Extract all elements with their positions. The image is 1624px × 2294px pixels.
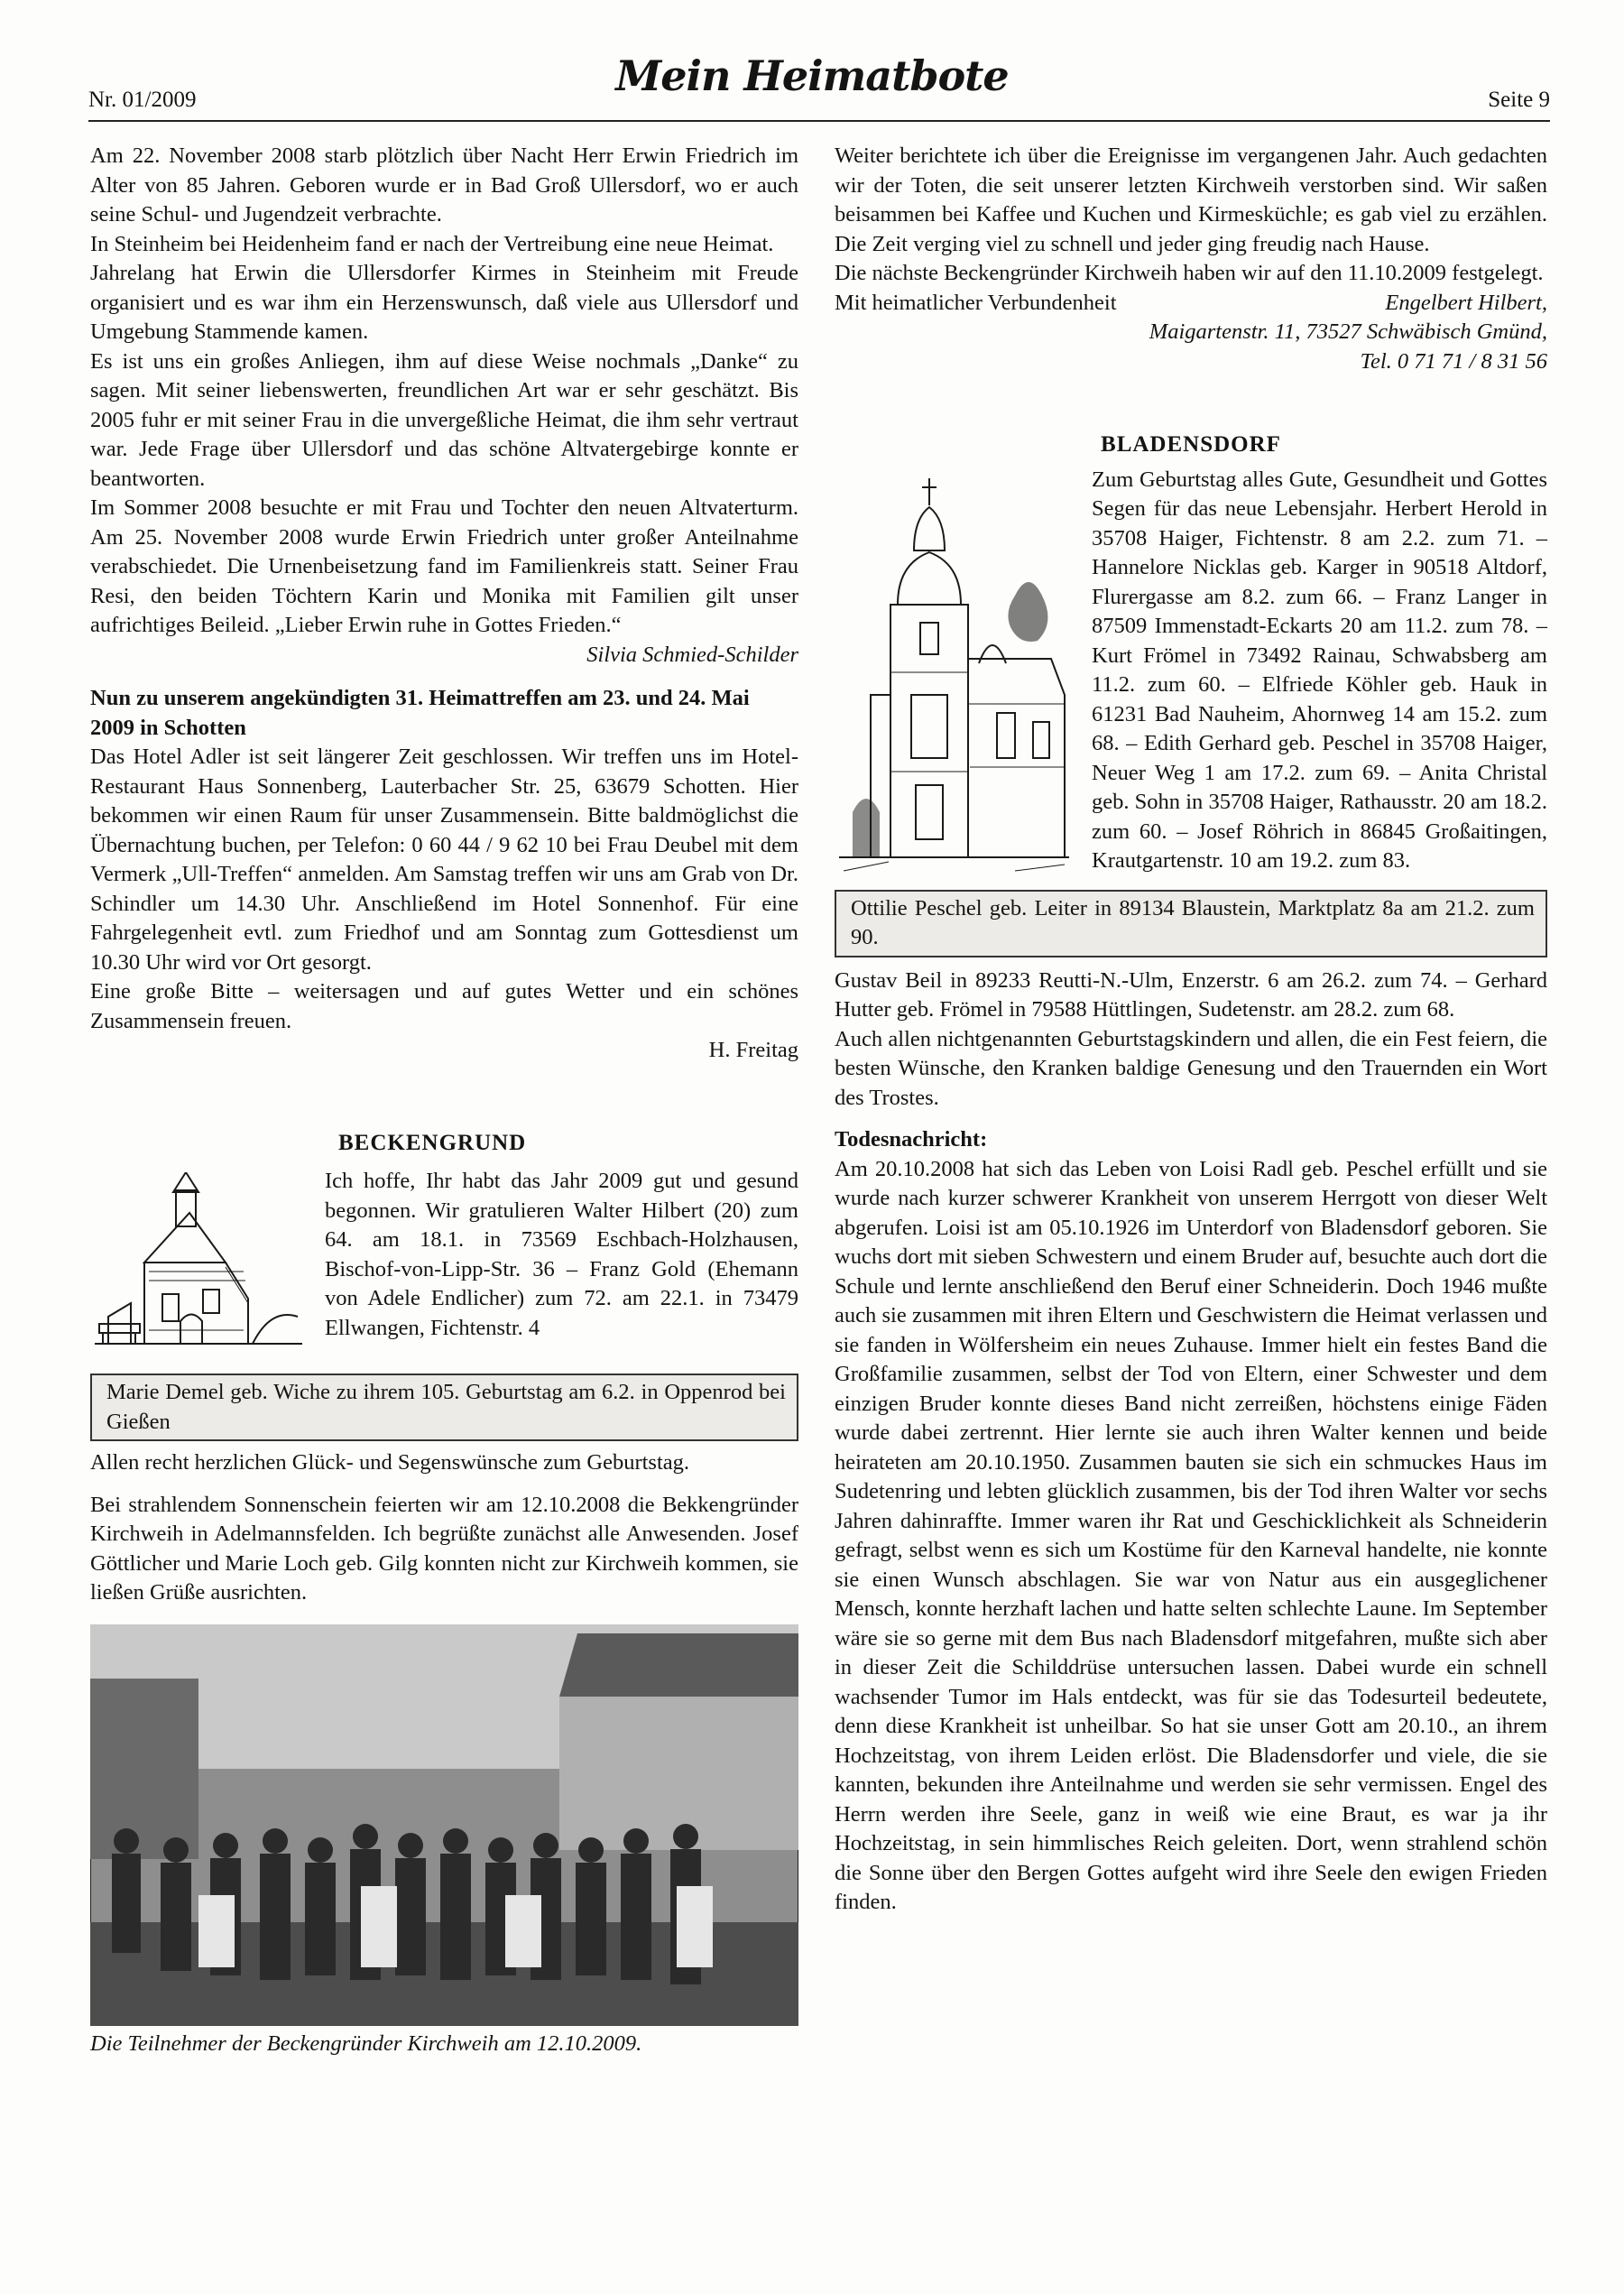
chapel-illustration	[90, 1172, 307, 1357]
all-wishes-text: Auch allen nichtgenannten Geburtstagskindern und allen, die ein Fest feiern, die besten Wünsche, den Kranken baldige Genesung und den Trauernden ein Wort des Trostes.	[835, 1026, 1547, 1110]
wishes-text: Allen recht herzlichen Glück- und Segenswünsche zum Geburtstag.	[90, 1450, 690, 1475]
beckengrund-title: BECKENGRUND	[338, 1130, 527, 1155]
beckengrund-text: Ich hoffe, Ihr habt das Jahr 2009 gut und gesund begonnen. Wir gratulieren Walter Hilbert (20) zum 64. am 18.1. in 73569 Eschbach-Holzhausen, Bischof-von-Lipp-Str. 36 – Franz Gold (Ehemann von Adele Endlicher) zum 72. am 22.1. in 73479 Ellwangen, Fichtenstr. 4	[325, 1169, 798, 1340]
meeting-request: Eine große Bitte – weitersagen und auf gutes Wetter und ein schönes Zusammensein freuen.	[90, 979, 798, 1033]
church-illustration	[835, 469, 1074, 875]
meeting-author: H. Freitag	[708, 1038, 798, 1062]
signature-line	[835, 289, 1547, 319]
group-photo	[90, 1624, 798, 2026]
closing-text: Mit heimatlicher Verbundenheit	[835, 290, 1117, 315]
birthdays-text: Gustav Beil in 89233 Reutti-N.-Ulm, Enzerstr. 6 am 26.2. zum 74. – Gerhard Hutter geb. Frömel in 79588 Hüttlingen, Sudetenstr. am 28.2. zum 68.	[835, 967, 1547, 1022]
photo-caption: Die Teilnehmer der Beckengründer Kirchweih am 12.10.2009.	[90, 2030, 642, 2056]
death-notice-title: Todesnachricht:	[835, 1127, 988, 1152]
page-number: Seite 9	[1488, 88, 1550, 112]
birthday-highlight-text: Marie Demel geb. Wiche zu ihrem 105. Geburtstag am 6.2. in Oppenrod bei Gießen	[106, 1380, 786, 1434]
meeting-text: Das Hotel Adler ist seit längerer Zeit geschlossen. Wir treffen uns im Hotel-Restaurant Haus Sonnenberg, Lauterbacher Str. 25, 63679 Schotten. Hier bekommen wir einen Raum für unser Zusammensein. Bitte baldmöglichst die Übernachtung buchen, per Telefon: 0 60 44 / 9 62 10 bei Frau Deubel mit dem Vermerk „Ull-Treffen“ anmelden. Am Samstag treffen wir uns am Grab von Dr. Schindler um 14.30 Uhr. Anschließend im Hotel Sonnenhof. Für eine Fahrgelegenheit evtl. zum Friedhof und am Sonntag zum Gottesdienst um 10.30 Uhr wird vor Ort gesorgt.	[90, 745, 798, 975]
signature-address: Maigartenstr. 11, 73527 Schwäbisch Gmünd,	[1149, 319, 1547, 344]
signature-name: Engelbert Hilbert,	[1385, 290, 1547, 315]
birthday-highlight-box	[835, 890, 1547, 957]
issue-number: Nr. 01/2009	[88, 88, 197, 112]
bladensdorf-text: Zum Geburtstag alles Gute, Gesundheit und Gottes Segen für das neue Lebensjahr. Herbert Herold in 35708 Haiger, Fichtenstr. 8 am 2.2. zum 71. – Hannelore Nicklas geb. Karger in 90518 Altdorf, Flurergasse am 8.2. zum 66. – Franz Langer in 87509 Immenstadt-Eckarts 20 am 11.2. zum 78. – Kurt Frömel in 73492 Rainau, Schwabsberg am 11.2. zum 60. – Elfriede Köhler geb. Hauk in 61231 Bad Nauheim, Ahornweg 14 am 15.2. zum 68. – Edith Gerhard geb. Peschel in 35708 Haiger, Neuer Weg 1 am 17.2. zum 69. – Anita Christal geb. Sohn in 35708 Haiger, Rathausstr. 20 am 18.2. zum 60. – Josef Röhrich in 86845 Großaitingen, Krautgartenstr. 10 am 19.2. zum 83.	[1092, 467, 1547, 873]
obituary-paragraph: In Steinheim bei Heidenheim fand er nach der Vertreibung eine neue Heimat.	[90, 231, 774, 256]
report-text: Weiter berichtete ich über die Ereignisse im vergangenen Jahr. Auch gedachten wir der Toten, die seit unserer letzten Kirchweih verstorben sind. Wir saßen beisammen bei Kaffee und Kuchen und Kirmesküchle; es gab viel zu erzählen. Die Zeit verging viel zu schnell und jeder ging freudig nach Hause.	[835, 143, 1547, 256]
right-column	[835, 142, 1547, 1918]
next-date-text: Die nächste Beckengründer Kirchweih haben wir auf den 11.10.2009 festgelegt.	[835, 261, 1544, 285]
left-column	[90, 142, 798, 2058]
obituary-paragraph: Jahrelang hat Erwin die Ullersdorfer Kirmes in Steinheim mit Freude organisiert und es war ihm ein Herzenswunsch, daß viele aus Ullersdorf und Umgebung Stammende kamen.	[90, 261, 798, 344]
obituary-paragraph: Es ist uns ein großes Anliegen, ihm auf diese Weise nochmals „Danke“ zu sagen. Mit seiner liebenswerten, freundlichen Art war er sehr geschätzt. Bis 2005 fuhr er mit seiner Frau in die unvergeßliche Heimat, die ihm sehr vertraut war. Jede Frage über Ullersdorf und das schöne Altvatergebirge konnte er beantworten.	[90, 348, 798, 491]
obituary-author: Silvia Schmied-Schilder	[586, 642, 798, 667]
obituary-paragraph: Im Sommer 2008 besuchte er mit Frau und Tochter den neuen Altvaterturm. Am 25. November 2008 wurde Erwin Friedrich unter großer Anteilnahme verabschiedet. Die Urnenbeisetzung fand im Familienkreis statt. Seiner Frau Resi, den beiden Töchtern Karin und Monika mit Familien gilt unser aufrichtiges Beileid. „Lieber Erwin ruhe in Gottes Frieden.“	[90, 495, 798, 637]
birthday-highlight-box	[90, 1374, 798, 1441]
death-notice-text: Am 20.10.2008 hat sich das Leben von Loisi Radl geb. Peschel erfüllt und sie wurde nach kurzer schwerer Krankheit von unserem Herrgott von dieser Welt abgerufen. Loisi ist am 05.10.1926 im Unterdorf von Bladensdorf geboren. Sie wuchs dort mit sieben Schwestern und einem Bruder auf, besuchte auch dort die Schule und lernte anschließend den Beruf einer Schneiderin. Doch 1946 mußte auch sie zusammen mit ihren Eltern und Geschwistern die Heimat verlassen und sie fanden in Wölfersheim ein neues Zuhause. Immer hielt ein festes Band die Großfamilie zusammen, selbst der Tod von Eltern, einer Schwester und dem einzigen Bruder konnte dieses Band nicht zerreißen, höchstens einige Fäden wurde dabei zertrennt. Hier lernte sie auch ihren Walter kennen und beide heirateten am 20.10.1950. Zusammen bauten sie sich ein schmuckes Haus im Sudetenring und lebten glücklich zusammen, bis der Tod ihren Walter vor sechs Jahren dahinraffte. Immer waren ihr Rat und Geschicklichkeit als Schneiderin gefragt, selbst wenn es sich um Kostüme für den Karneval handelte, nie konnte sie einen Wunsch abschlagen. Sie war von Natur aus ein ausgeglichener Mensch, konnte herzhaft lachen und hatte selten schlechte Laune. Im September wäre sie so gerne mit dem Bus nach Bladensdorf mitgefahren, mußte sich aber in dieser Zeit die Schilddrüse untersuchen lassen. Dabei wurde ein schnell wachsender Tumor im Hals entdeckt, was für sie das Todesurteil bedeutete, denn diese Krankheit ist unheilbar. So hat sie unser Gott am 20.10., an ihrem Hochzeitstag, von ihrem Leiden erlöst. Die Bladensdorfer und viele, die sie kannten, bekunden ihre Anteilnahme und werden sie sehr vermissen. Engel des Herrn werden ihre Seele, ganz in weiß wie eine Braut, es war ja ihr Hochzeitstag, in sein himmlisches Reich geleiten. Dort, wenn strahlend schön die Sonne über den Bergen Gottes aufgeht wird ihre Seele den ewigen Frieden finden.	[835, 1156, 1547, 1914]
kirchweih-text: Bei strahlendem Sonnenschein feierten wir am 12.10.2008 die Bekkengründer Kirchweih in Adelmannsfelden. Ich begrüßte zunächst alle Anwesenden. Josef Göttlicher und Marie Loch geb. Gilg konnten nicht zur Kirchweih kommen, sie ließen Grüße ausrichten.	[90, 1492, 798, 1605]
bladensdorf-title: BLADENSDORF	[1101, 432, 1281, 457]
header-rule	[88, 120, 1550, 122]
obituary-paragraph: Am 22. November 2008 starb plötzlich über Nacht Herr Erwin Friedrich im Alter von 85 Jahren. Geboren wurde er in Bad Groß Ullersdorf, wo er auch seine Schul- und Jugendzeit verbrachte.	[90, 143, 798, 227]
signature-phone: Tel. 0 71 71 / 8 31 56	[1360, 348, 1547, 374]
meeting-headline: Nun zu unserem angekündigten 31. Heimattreffen am 23. und 24. Mai 2009 in Schotten	[90, 686, 750, 740]
masthead-title: Mein Heimatbote	[615, 51, 1009, 100]
birthday-highlight-text: Ottilie Peschel geb. Leiter in 89134 Blaustein, Marktplatz 8a am 21.2. zum 90.	[851, 895, 1535, 949]
